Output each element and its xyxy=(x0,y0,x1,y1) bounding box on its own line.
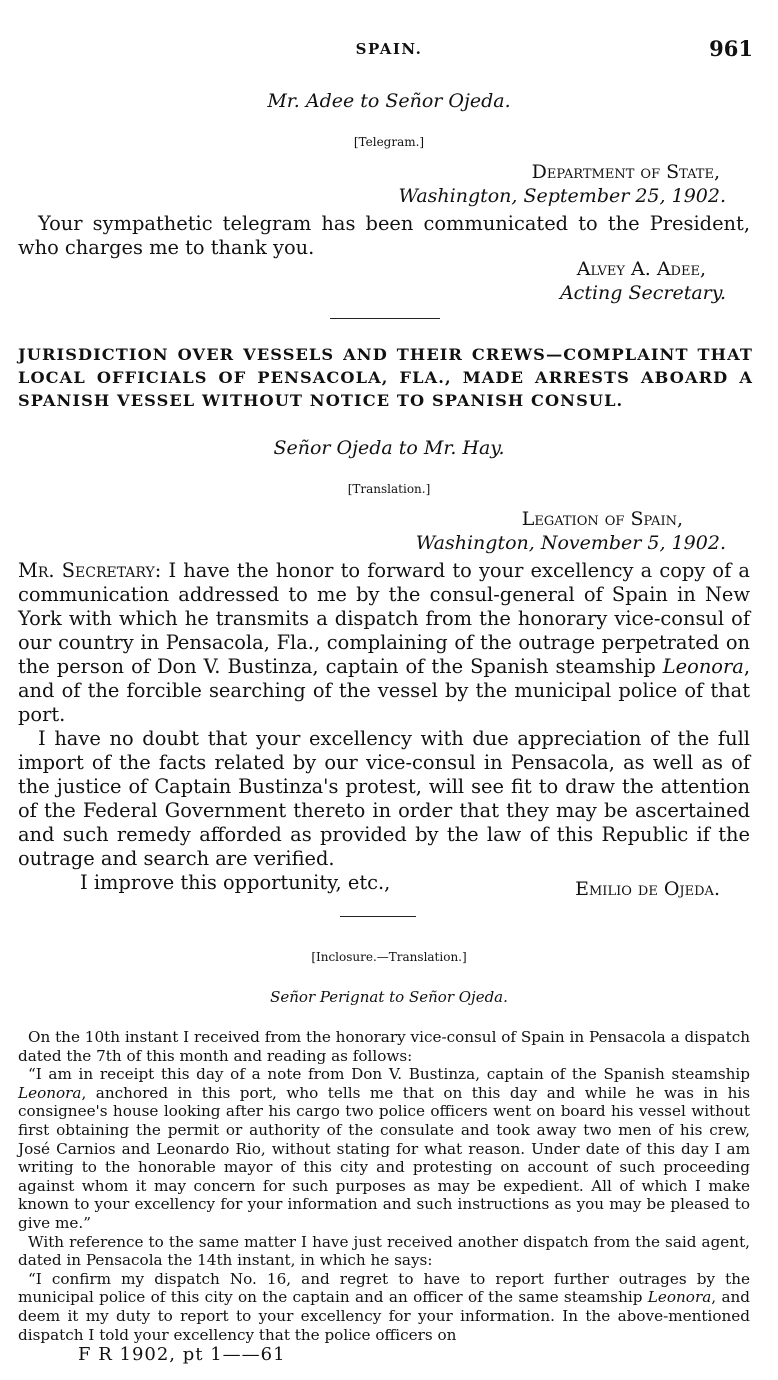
letter2-place-date: Washington, November 5, 1902. xyxy=(415,532,726,554)
inclosure-paragraph-4 xyxy=(18,1270,750,1344)
inclosure-divider xyxy=(340,916,416,917)
quote-1-ship-name: Leonora xyxy=(18,1083,82,1102)
inclosure-paragraph-2 xyxy=(18,1065,750,1232)
letter1-place-date: Washington, September 25, 1902. xyxy=(398,185,726,207)
section-title: JURISDICTION OVER VESSELS AND THEIR CREWS—COMPLAINT THAT LOCAL OFFICIALS OF PENSACOLA, FLA., MADE ARRESTS ABOARD A SPANISH VESSEL WITHOUT NOTICE TO SPANISH CONSUL. xyxy=(18,345,753,410)
page-footer-signature-mark: F R 1902, pt 1——61 xyxy=(78,1344,286,1365)
letter1-body xyxy=(18,212,750,260)
letter2-body xyxy=(18,559,750,895)
letter1-signature-title: Acting Secretary. xyxy=(559,282,726,304)
letter2-signature: Emilio de Ojeda. xyxy=(575,878,720,900)
letter2-heading: Señor Ojeda to Mr. Hay. xyxy=(273,437,505,459)
quote-2-start: “I confirm my dispatch No. 16, and regret to have to report further outrages by the municipal police of this city on the captain and an officer of the same steamship xyxy=(18,1269,750,1307)
letter1-signature-name: Alvey A. Adee, xyxy=(576,258,706,280)
paragraph-1-end: , and of the forcible searching of the vessel by the municipal police of that port. xyxy=(18,655,750,726)
letter2-paragraph-1 xyxy=(18,559,750,727)
page-number: 961 xyxy=(709,36,753,61)
letter1-department: Department of State, xyxy=(531,161,720,183)
inclosure-heading: Señor Perignat to Señor Ojeda. xyxy=(270,988,508,1006)
letter2-paragraph-2: I have no doubt that your excellency with due appreciation of the full import of the facts related by our vice-consul in Pensacola, as well as of the justice of Captain Bustinza's protest, will see fit to draw the attention of the Federal Government thereto in order that they may be ascertained and such remedy afforded as provided by the law of this Republic if the outrage and search are verified. xyxy=(18,727,750,870)
inclosure-label: [Inclosure.—Translation.] xyxy=(311,950,467,964)
running-head: SPAIN. xyxy=(355,40,423,58)
inclosure-paragraph-1: On the 10th instant I received from the honorary vice-consul of Spain in Pensacola a dispatch dated the 7th of this month and reading as follows: xyxy=(18,1028,750,1065)
paragraph-1-text: I have the honor to forward to your excellency a copy of a communication addressed to me by the consul-general of Spain in New York with which he transmits a dispatch from the honorary vice-consul of our country in Pensacola, Fla., complaining of the outrage perpetrated on the person of Don V. Bustinza, captain of the Spanish steamship xyxy=(18,559,750,678)
letter1-heading: Mr. Adee to Señor Ojeda. xyxy=(267,90,511,112)
letter1-body-paragraph: Your sympathetic telegram has been communicated to the President, who charges me to thank you. xyxy=(18,212,750,259)
quote-2-ship-name: Leonora xyxy=(647,1288,712,1307)
quote-2-end: , and deem it my duty to report to your excellency for your information. In the above-mentioned dispatch I told your excellency that the police officers on xyxy=(18,1288,751,1344)
quote-1-start: “I am in receipt this day of a note from Don V. Bustinza, captain of the Spanish steamship xyxy=(28,1065,750,1084)
quote-1-end: , anchored in this port, who tells me that on this day and while he was in his consignee's house looking after his cargo two police officers went on board his vessel without first obtaining the permit or authority of the consulate and took away two men of his crew, José Carnios and Leonardo Rio, without stating for what reason. Under date of this day I am writing to the honorable mayor of this city and protesting on account of such proceeding against whom it may concern for such purposes as may be expedient. All of which I make known to your excellency for your information and such instructions as you may be pleased to give me.” xyxy=(18,1083,750,1232)
letter2-legation: Legation of Spain, xyxy=(521,508,683,530)
letter1-telegram-label: [Telegram.] xyxy=(353,135,425,149)
letter2-paragraph-3: I improve this opportunity, etc., xyxy=(80,871,391,894)
inclosure-paragraph-3: With reference to the same matter I have just received another dispatch from the said agent, dated in Pensacola the 14th instant, in which he says: xyxy=(18,1232,750,1270)
section-divider xyxy=(330,318,440,319)
salutation: Mr. Secretary: xyxy=(18,559,162,582)
ship-name: Leonora xyxy=(662,655,744,678)
inclosure-body xyxy=(18,1028,750,1344)
letter2-translation-label: [Translation.] xyxy=(347,482,431,496)
